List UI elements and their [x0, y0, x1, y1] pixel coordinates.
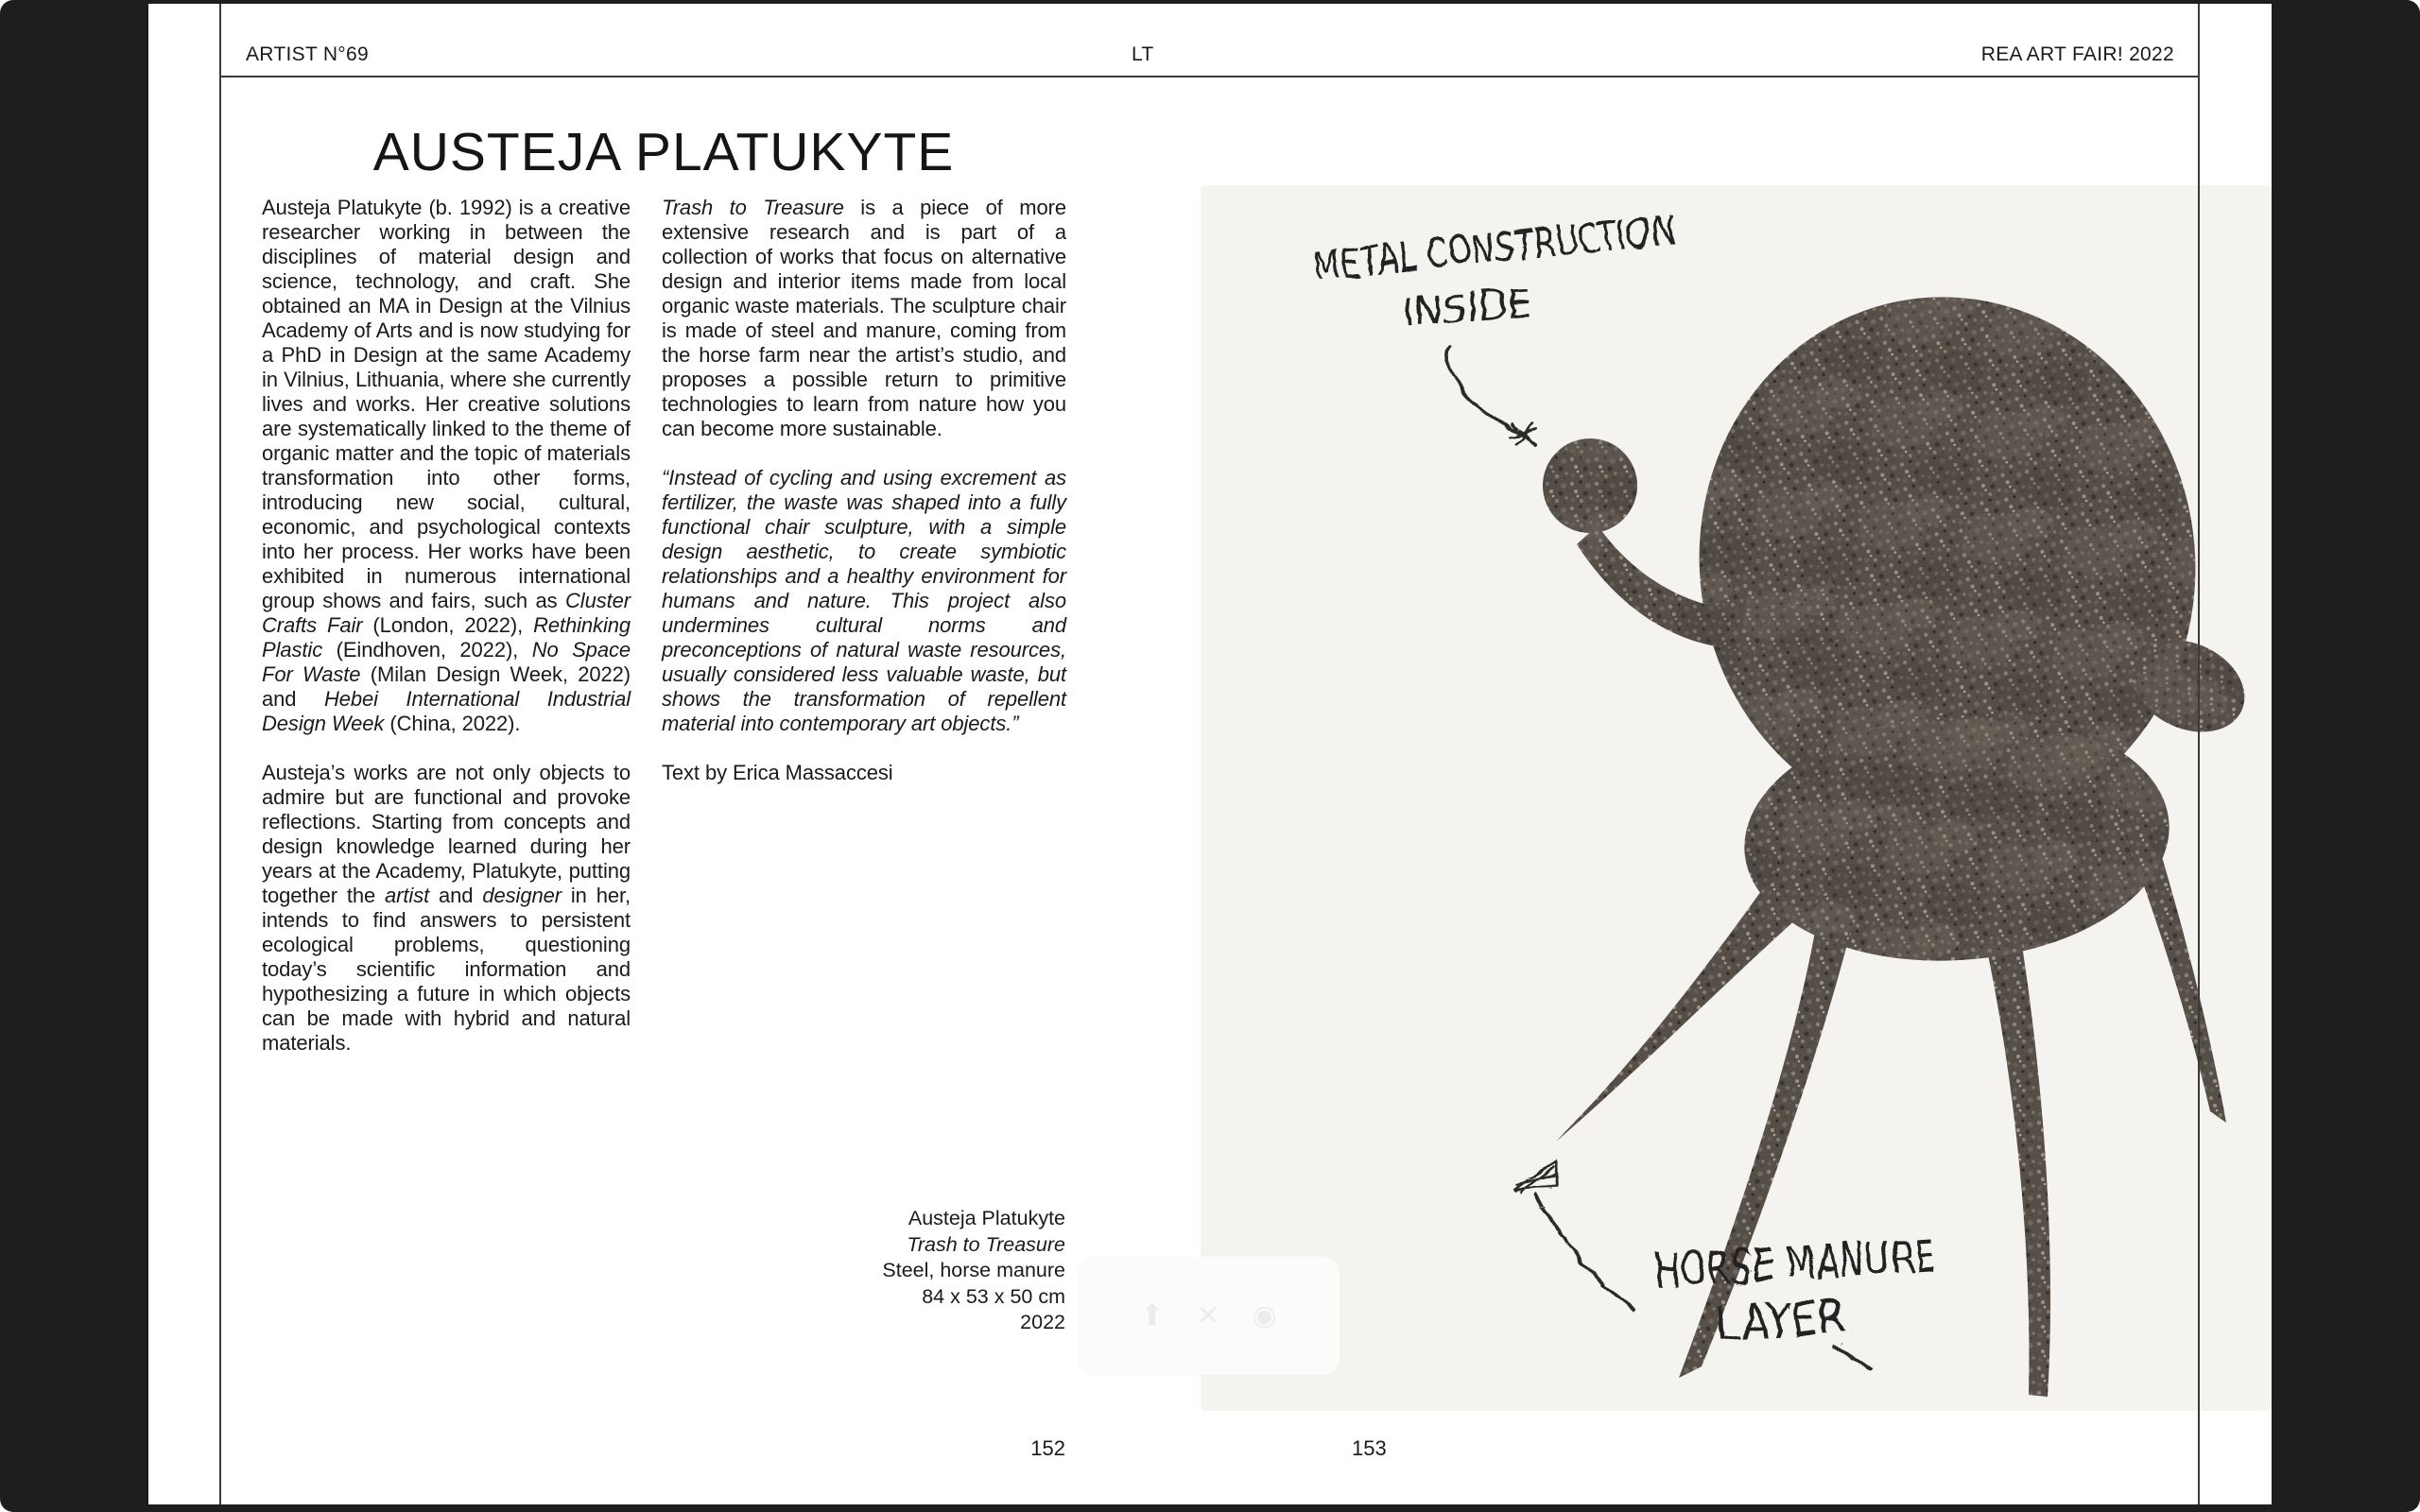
arrow-to-metal-knob — [1446, 343, 1520, 433]
record-icon: ◉ — [1252, 1300, 1277, 1332]
header-language-code: LT — [1132, 43, 1154, 65]
scribbled-arrowhead — [1511, 1160, 1556, 1189]
artwork-text-column: Trash to Treasure is a piece of more extensive research and is part of a collection of works that focus on alternative design and interior items made from local organic waste materials. The sculpture chair is made of steel and manure, coming from the horse farm near the artist’s studio, and proposes a possible return to primitive technologies to learn from nature how you can become more sustainable. “Instead of cycling and using excrement as fertilizer, the waste was shaped into a fully functional chair sculpture, with a simple design aesthetic, to create symbiotic relationships and a healthy environment for humans and nature. This project also undermines cultural norms and preconceptions of natural waste resources, usually considered less valuable waste, but shows the transformation of repellent material into contemporary art objects.” Text by Erica Massaccesi — [662, 196, 1066, 784]
annotation-inside: INSIDE — [1399, 280, 1530, 333]
left-margin-rule — [219, 4, 221, 1504]
page-title: AUSTEJA PLATUKYTE — [372, 122, 955, 182]
close-icon: ✕ — [1196, 1300, 1220, 1332]
page-number-left: 152 — [1030, 1436, 1065, 1460]
arrow-to-manure-layer — [1534, 1193, 1632, 1311]
annotation-layer: LAYER — [1713, 1285, 1865, 1350]
catalog-page-spread — [148, 4, 2272, 1504]
header-fair-name: REA ART FAIR! 2022 — [1980, 43, 2174, 65]
share-icon: ⬆ — [1140, 1300, 1165, 1332]
layer-tail-stroke — [1831, 1344, 1868, 1368]
page-number-right: 153 — [1352, 1436, 1387, 1460]
header-artist-number: ARTIST N°69 — [246, 43, 369, 65]
header-rule — [219, 76, 2199, 77]
annotation-horse-manure: HORSE MANURE — [1650, 1221, 2039, 1297]
viewer-toolbar-ghost — [1078, 1257, 1340, 1375]
artwork-caption: Austeja Platukyte Trash to Treasure Steel, horse manure 84 x 53 x 50 cm 2022 — [882, 1207, 1065, 1333]
manure-chair-shape — [1543, 265, 2259, 1397]
bio-column: Austeja Platukyte (b. 1992) is a creative researcher working in between the disciplines of material design and science, technology, and craft. She obtained an MA in Design at the Vilnius Academy of Arts and is now studying for a PhD in Design at the same Academy in Vilnius, Lithuania, where she currently lives and works. Her creative solutions are systematically linked to the theme of organic matter and the topic of materials transformation into other forms, introducing new social, cultural, economic, and psychological contexts into her process. Her works have been exhibited in numerous international group shows and fairs, such as Cluster Crafts Fair (London, 2022), Rethinking Plastic (Eindhoven, 2022), No Space For Waste (Milan Design Week, 2022) and Hebei International Industrial Design Week (China, 2022). Austeja’s works are not only objects to admire but are functional and provoke reflections. Starting from concepts and design knowledge learned during her years at the Academy, Platukyte, putting together the artist and designer in her, intends to find answers to persistent ecological problems, questioning today’s scientific information and hypothesizing a future in which objects can be made with hybrid and natural materials. — [262, 196, 631, 1055]
right-margin-rule — [2198, 4, 2200, 1504]
chair-illustration — [1201, 185, 2272, 1411]
artwork-photo — [1201, 185, 2272, 1411]
annotation-metal-construction: METAL CONSTRUCTION — [1308, 190, 1796, 289]
